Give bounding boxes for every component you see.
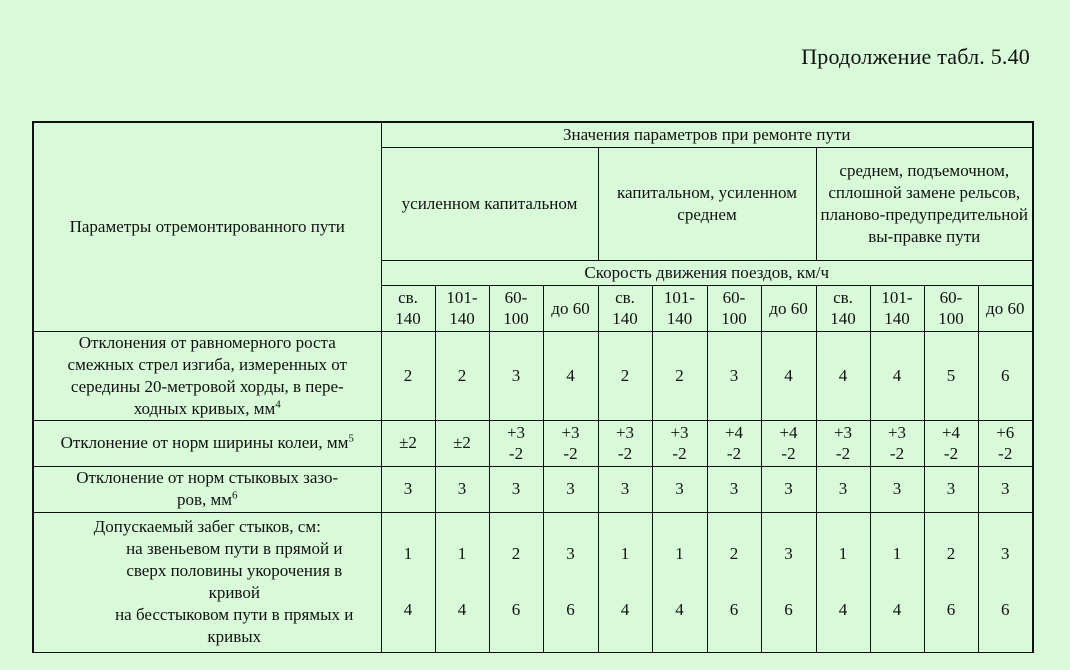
value-cell — [924, 512, 978, 652]
value-line: 4 — [620, 600, 630, 619]
repair-parameters-table — [32, 121, 1034, 653]
value-line: 6 — [729, 600, 739, 619]
value-cell: 2 — [381, 331, 435, 420]
label-line: кривых — [207, 627, 262, 646]
value-cell — [543, 420, 598, 466]
value-line: -2 — [889, 444, 905, 463]
value-cell: 2 — [435, 331, 489, 420]
value-cell: 3 — [924, 466, 978, 512]
value-line: -2 — [943, 444, 959, 463]
value-cell: 3 — [761, 466, 816, 512]
value-line: 3 — [566, 544, 575, 563]
speed-line: 100 — [721, 309, 747, 328]
value-cell — [598, 420, 652, 466]
value-cell — [435, 512, 489, 652]
value-cell — [761, 512, 816, 652]
value-line: +3 — [670, 423, 689, 442]
value-cell: 3 — [707, 466, 761, 512]
value-cell: 3 — [435, 466, 489, 512]
speed-line: 60- — [722, 288, 746, 307]
value-cell — [381, 512, 435, 652]
value-line: +3 — [887, 423, 907, 442]
label-line: Отклонение от норм стыковых зазо- — [76, 468, 339, 487]
value-cell — [924, 420, 978, 466]
value-line: 6 — [511, 600, 521, 619]
speed-cell — [924, 285, 978, 331]
value-cell: 4 — [870, 331, 924, 420]
speed-cell — [435, 285, 489, 331]
value-line: 2 — [511, 544, 521, 563]
speed-line: 60- — [504, 288, 528, 307]
table-row — [33, 420, 1033, 466]
value-line: 1 — [675, 544, 684, 563]
value-line: +6 — [996, 423, 1015, 442]
values-header: Значения параметров при ремонте пути — [381, 122, 1033, 147]
speed-cell — [816, 285, 870, 331]
value-cell: 3 — [598, 466, 652, 512]
value-line: -2 — [835, 444, 851, 463]
label-line: смежных стрел изгиба, измеренных от — [67, 354, 347, 374]
row-label — [33, 420, 381, 466]
value-cell: 3 — [543, 466, 598, 512]
value-cell — [761, 420, 816, 466]
value-cell: 3 — [707, 331, 761, 420]
speed-line: 101- — [881, 288, 913, 307]
value-cell: 3 — [652, 466, 707, 512]
value-cell — [978, 512, 1033, 652]
value-line: 4 — [457, 600, 467, 619]
value-line: 1 — [403, 544, 413, 563]
value-cell: 3 — [381, 466, 435, 512]
value-cell: ±2 — [381, 420, 435, 466]
label-line: Отклонение от норм ширины колеи, мм — [60, 433, 349, 452]
row-label — [33, 512, 381, 652]
value-line: +4 — [941, 423, 961, 442]
value-line: -2 — [508, 444, 524, 463]
value-line: 2 — [729, 544, 739, 563]
value-cell — [652, 512, 707, 652]
value-line: 4 — [838, 600, 848, 619]
speed-line: 140 — [612, 309, 638, 328]
value-cell — [707, 512, 761, 652]
value-line: +3 — [615, 423, 635, 442]
value-cell: 5 — [924, 331, 978, 420]
label-line: середины 20-метровой хорды, в пере- — [70, 376, 344, 396]
speed-cell: до 60 — [978, 285, 1033, 331]
value-line: -2 — [672, 444, 687, 463]
speed-line: 140 — [666, 309, 693, 328]
group-header-1: усиленном капитальном — [381, 147, 598, 260]
value-line: +3 — [506, 423, 526, 442]
speed-cell — [489, 285, 543, 331]
value-line: 1 — [838, 544, 848, 563]
label-line-indented — [34, 538, 381, 648]
speed-line: 140 — [395, 309, 421, 328]
group-header-3: среднем, подъемочном, сплошной замене рельсов, планово-предупредительной вы-правке пути — [816, 147, 1033, 260]
label-line: сверх половины укорочения в — [126, 561, 343, 580]
value-line: 6 — [566, 600, 575, 619]
value-cell: 2 — [652, 331, 707, 420]
value-line: -2 — [998, 444, 1013, 463]
speed-line: 100 — [938, 309, 964, 328]
speed-line: св. — [398, 288, 418, 307]
speed-cell — [381, 285, 435, 331]
value-cell: 2 — [598, 331, 652, 420]
value-cell — [707, 420, 761, 466]
table-row — [33, 512, 1033, 652]
table-row — [33, 466, 1033, 512]
table-row — [33, 331, 1033, 420]
value-cell: 3 — [489, 331, 543, 420]
speed-cell — [707, 285, 761, 331]
value-line: 1 — [620, 544, 630, 563]
value-cell: 4 — [543, 331, 598, 420]
value-line: -2 — [726, 444, 742, 463]
value-line: +4 — [779, 423, 798, 442]
footnote-marker: 6 — [232, 489, 238, 502]
label-line: ходных кривых, мм — [133, 398, 276, 418]
value-cell: ±2 — [435, 420, 489, 466]
value-cell — [598, 512, 652, 652]
speed-line: 140 — [884, 309, 910, 328]
value-line: +4 — [724, 423, 744, 442]
speed-line: 101- — [663, 288, 696, 307]
row-label — [33, 466, 381, 512]
table-caption: Продолжение табл. 5.40 — [801, 44, 1030, 69]
speed-line: 101- — [446, 288, 478, 307]
value-cell — [543, 512, 598, 652]
speed-line: 140 — [830, 309, 856, 328]
speed-line: св. — [833, 288, 853, 307]
speed-cell — [598, 285, 652, 331]
value-cell — [870, 420, 924, 466]
value-line: 1 — [457, 544, 467, 563]
label-line: на бесстыковом пути в прямых и — [115, 605, 354, 624]
speed-cell: до 60 — [543, 285, 598, 331]
speed-line: 140 — [449, 309, 475, 328]
speed-cell — [870, 285, 924, 331]
footnote-marker: 5 — [348, 432, 354, 445]
label-line: ров, мм — [176, 490, 233, 509]
value-line: 2 — [946, 544, 956, 563]
value-line: 6 — [1001, 600, 1010, 619]
value-line: +3 — [833, 423, 853, 442]
group-header-2: капитальном, усиленном среднем — [598, 147, 816, 260]
speed-line: св. — [615, 288, 635, 307]
speed-line: 60- — [939, 288, 963, 307]
value-cell: 4 — [816, 331, 870, 420]
value-cell — [489, 512, 543, 652]
speed-header: Скорость движения поездов, км/ч — [381, 260, 1033, 285]
label-line: Отклонения от равномерного роста — [78, 332, 336, 352]
value-cell: 3 — [978, 466, 1033, 512]
value-cell: 3 — [489, 466, 543, 512]
value-cell — [816, 420, 870, 466]
value-line: 6 — [946, 600, 956, 619]
speed-cell — [652, 285, 707, 331]
value-cell: 6 — [978, 331, 1033, 420]
value-line: 6 — [784, 600, 793, 619]
value-line: -2 — [617, 444, 633, 463]
value-line: -2 — [563, 444, 578, 463]
param-column-header: Параметры отремонтированного пути — [33, 122, 381, 331]
footnote-marker: 4 — [275, 397, 281, 410]
value-cell — [870, 512, 924, 652]
label-line: кривой — [208, 583, 260, 602]
speed-cell: до 60 — [761, 285, 816, 331]
value-line: 3 — [1001, 544, 1010, 563]
value-cell: 3 — [870, 466, 924, 512]
value-line: 4 — [892, 600, 902, 619]
label-line: на звеньевом пути в прямой и — [126, 539, 343, 558]
value-cell — [816, 512, 870, 652]
value-cell — [652, 420, 707, 466]
value-line: 1 — [892, 544, 902, 563]
value-cell — [978, 420, 1033, 466]
value-line: 4 — [675, 600, 684, 619]
label-line: Допускаемый забег стыков, см: — [93, 517, 321, 536]
value-line: -2 — [781, 444, 796, 463]
value-cell — [489, 420, 543, 466]
value-cell: 3 — [816, 466, 870, 512]
value-line: 3 — [784, 544, 793, 563]
speed-line: 100 — [503, 309, 529, 328]
value-line: +3 — [561, 423, 580, 442]
row-label — [33, 331, 381, 420]
value-line: 4 — [403, 600, 413, 619]
value-cell: 4 — [761, 331, 816, 420]
